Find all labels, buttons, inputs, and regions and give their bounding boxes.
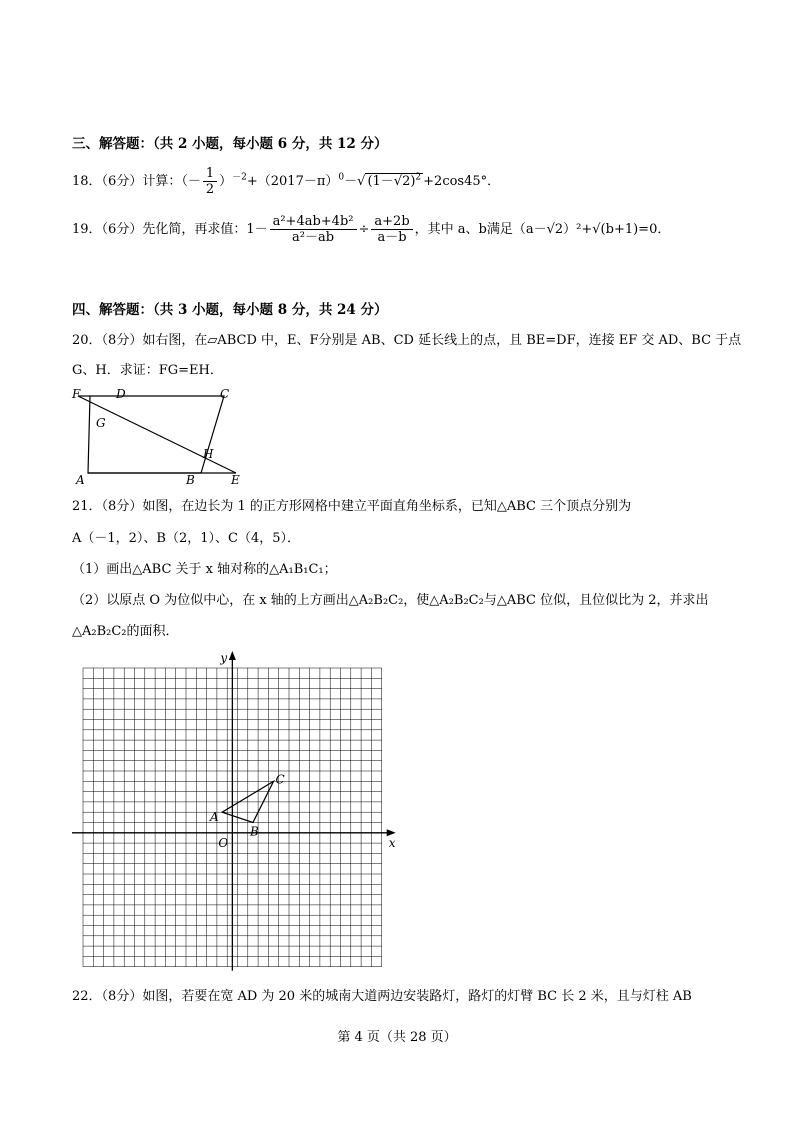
q18-mid: +（2017－π） (246, 174, 339, 189)
q18-radicand (365, 173, 423, 189)
q19-div: ÷ (358, 222, 370, 237)
q19-fraction-1 (270, 214, 357, 245)
y-axis-label: y (220, 651, 228, 665)
point-b-label: B (249, 824, 259, 839)
q18-prefix: 18．（6分）计算：（－ (72, 174, 201, 189)
section-4-heading: 四、解答题：（共 3 小题，每小题 8 分，共 24 分） (72, 302, 388, 318)
x-axis-label: x (388, 835, 396, 850)
label-d: D (116, 387, 126, 401)
section-3-heading: 三、解答题：（共 2 小题，每小题 6 分，共 12 分） (72, 136, 388, 152)
q18-frac-den: 2 (205, 182, 215, 197)
q18-exp2: 0 (338, 172, 345, 183)
q19-fraction-2 (371, 214, 412, 245)
parallelogram-figure (64, 384, 254, 490)
question-20-line-2: G、H．求证：FG=EH． (72, 363, 223, 378)
y-axis-arrow (229, 651, 236, 660)
question-21-line-1: 21．（8分）如图，在边长为 1 的正方形网格中建立平面直角坐标系，已知△ABC 三个顶点分别为 (72, 499, 632, 514)
q19-frac2-den: a－b (377, 230, 407, 245)
question-21-line-2: A（－1，2）、B（2，1）、C（4，5）． (72, 531, 301, 546)
q18-minus: － (344, 174, 358, 189)
point-a-label: A (210, 810, 219, 825)
label-a: A (76, 473, 85, 487)
q19-frac1-den: a²－ab (292, 230, 335, 245)
label-b: B (186, 473, 195, 487)
question-21-line-5: △A₂B₂C₂的面积． (72, 624, 179, 639)
q19-prefix: 19．（6分）先化简，再求值：1－ (72, 222, 268, 237)
question-22-line-1: 22．（8分）如图，若要在宽 AD 为 20 米的城南大道两边安装路灯，路灯的灯臂 BC 长 2 米，且与灯柱 AB (72, 989, 692, 1004)
origin-label: O (218, 835, 229, 850)
label-f: F (72, 387, 81, 401)
q18-radicand-text: (1－√2) (367, 174, 416, 189)
label-c: C (220, 387, 230, 401)
q18-exp3: 2 (415, 172, 422, 183)
label-e: E (231, 473, 240, 487)
question-18: 18．（6分）计算：（－ $\frac{1}{2}$ ）$^{-2}+(2017-\pi)^0-√$ $(1-√2)^2 +2\cos 45^\circ$． (72, 166, 501, 197)
q18-exp1: －2 (232, 172, 247, 183)
coordinate-grid (70, 650, 400, 972)
q18-frac-num: 1 (203, 166, 217, 182)
q19-condition: ，其中 a、b满足（a－√2）²+√(b+1)=0． (414, 222, 671, 237)
page-footer: 第 4 页（共 28 页） (337, 1030, 457, 1045)
q18-suffix: +2cos45°． (423, 174, 501, 189)
q19-frac2-num: a+2b (371, 214, 412, 230)
question-21-line-4: （2）以原点 O 为位似中心，在 x 轴的上方画出△A₂B₂C₂，使△A₂B₂C₂与△ABC 位似，且位似比为 2，并求出 (72, 593, 709, 608)
q18-fraction (203, 166, 217, 197)
label-h: H (203, 447, 214, 461)
q19-frac1-num: a²+4ab+4b² (270, 214, 357, 230)
question-19 (72, 214, 670, 245)
question-20-line-1: 20．（8分）如右图，在▱ABCD 中，E、F分别是 AB、CD 延长线上的点，且 BE=DF，连接 EF 交 AD、BC 于点 (72, 333, 742, 348)
label-g: G (96, 416, 106, 430)
point-c-label: C (275, 772, 285, 787)
question-21-line-3: （1）画出△ABC 关于 x 轴对称的△A₁B₁C₁； (72, 562, 337, 577)
